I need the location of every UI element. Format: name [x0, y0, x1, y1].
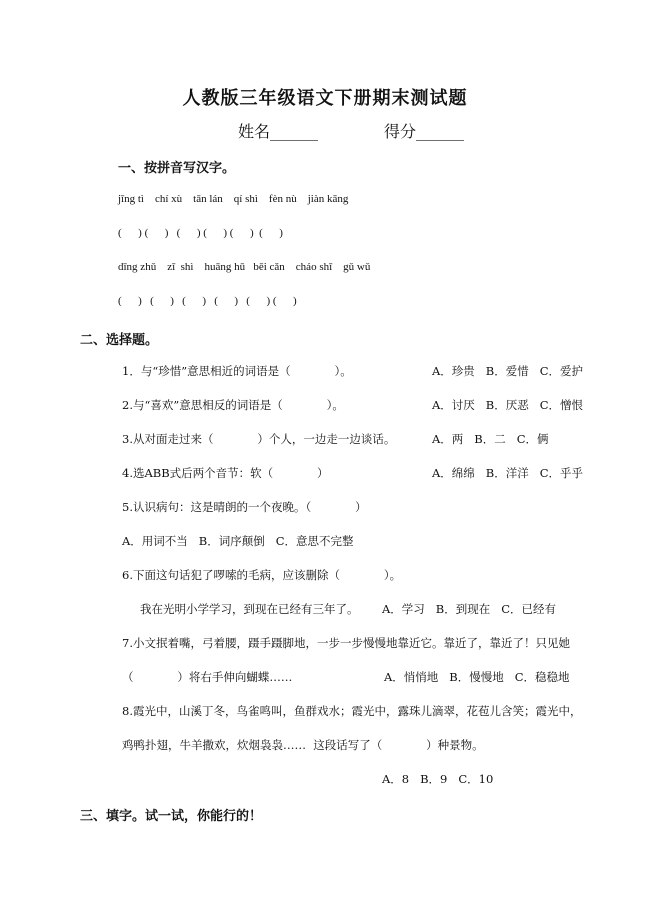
section-2-heading: 二、选择题。 [80, 333, 159, 348]
question-1-text: 1．与“珍惜”意思相近的词语是（ ）。 [122, 364, 352, 378]
question-4-text: 4.选ABB式后两个音节：软（ ） [122, 466, 329, 480]
question-7-options: A．悄悄地 B．慢慢地 C．稳稳地 [384, 670, 570, 684]
question-6-sentence: 我在光明小学学习，到现在已经有三年了。 [140, 602, 359, 616]
score-field-label: 得分______ [384, 122, 465, 141]
question-7-line-2: （ ）将右手伸向蝴蝶…… [122, 670, 293, 684]
section-3-heading: 三、填字。试一试，你能行的！ [80, 809, 263, 824]
pinyin-row-2: dīng zhǔ zī shì huāng hū bēi cǎn cháo shī gǔ wǔ [118, 261, 371, 273]
name-field-label: 姓名______ [238, 122, 319, 141]
question-7-line-1: 7.小文抿着嘴，弓着腰，蹑手蹑脚地，一步一步慢慢地靠近它。靠近了，靠近了！只见她 [122, 636, 570, 650]
question-5-text: 5.认识病句：这是晴朗的一个夜晚。（ ） [122, 500, 367, 514]
question-2-text: 2.与“喜欢”意思相反的词语是（ ）。 [122, 398, 344, 412]
question-6-text: 6.下面这句话犯了啰嗦的毛病，应该删除（ ）。 [122, 568, 402, 582]
question-4-options: A．绵绵 B．洋洋 C．乎乎 [432, 466, 583, 480]
page-title: 人教版三年级语文下册期末测试题 [182, 88, 468, 109]
question-3-options: A．两 B．二 C．俩 [432, 432, 549, 446]
question-5-options: A．用词不当 B．词序颠倒 C．意思不完整 [122, 534, 354, 548]
question-6-options: A．学习 B．到现在 C．已经有 [382, 602, 556, 616]
question-8-line-1: 8.霞光中，山溪丁冬，鸟雀鸣叫，鱼群戏水；霞光中，露珠儿滴翠，花苞儿含笑；霞光中， [122, 704, 582, 718]
question-8-line-2: 鸡鸭扑翅，牛羊撒欢，炊烟袅袅…… 这段话写了（ ）种景物。 [122, 738, 484, 752]
question-2-options: A．讨厌 B．厌恶 C．憎恨 [432, 398, 583, 412]
question-1-options: A．珍贵 B．爱惜 C．爱护 [432, 364, 583, 378]
answer-blanks-row-2: ( ) ( ) ( ) ( ) ( ) ( ) [118, 295, 297, 307]
question-8-options: A．8 B．9 C．10 [382, 772, 494, 786]
question-3-text: 3.从对面走过来（ ）个人，一边走一边谈话。 [122, 432, 396, 446]
pinyin-row-1: jīng tì chí xù tān lán qí shì fèn nù jiàn kāng [118, 193, 349, 205]
section-1-heading: 一、按拼音写汉字。 [118, 161, 236, 176]
answer-blanks-row-1: ( ) ( ) ( ) ( ) ( ) ( ) [118, 227, 283, 239]
